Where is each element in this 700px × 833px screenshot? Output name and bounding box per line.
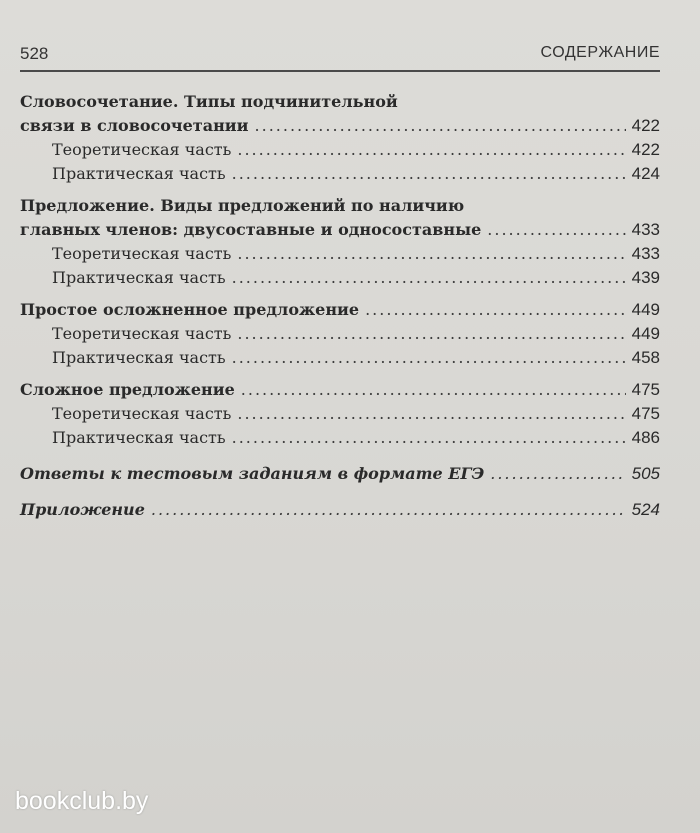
dot-leader bbox=[237, 138, 625, 162]
toc-page-number: 524 bbox=[631, 500, 660, 519]
toc-subentry[interactable] bbox=[20, 266, 660, 290]
dot-leader bbox=[151, 498, 626, 522]
dot-leader bbox=[237, 322, 625, 346]
dot-leader bbox=[241, 378, 626, 402]
running-head: СОДЕРЖАНИЕ bbox=[540, 44, 660, 61]
toc-section bbox=[20, 298, 660, 370]
dot-leader bbox=[255, 114, 626, 138]
toc-entry[interactable] bbox=[20, 114, 660, 138]
toc-subentry-title: Практическая часть bbox=[52, 348, 226, 367]
page-number: 528 bbox=[20, 44, 49, 63]
toc-section bbox=[20, 90, 660, 186]
toc-section bbox=[20, 462, 660, 486]
toc-page-number: 433 bbox=[631, 220, 660, 239]
toc-entry[interactable] bbox=[20, 378, 660, 402]
table-of-contents bbox=[20, 90, 660, 534]
toc-page-number: 505 bbox=[631, 464, 660, 483]
toc-page-number: 433 bbox=[631, 244, 660, 263]
toc-entry-title: связи в словосочетании bbox=[20, 116, 249, 135]
toc-entry[interactable] bbox=[20, 90, 660, 114]
toc-entry-title: Предложение. Виды предложений по наличию bbox=[20, 196, 465, 215]
toc-page-number: 475 bbox=[631, 404, 660, 423]
dot-leader bbox=[232, 426, 626, 450]
toc-subentry[interactable] bbox=[20, 322, 660, 346]
toc-subentry[interactable] bbox=[20, 346, 660, 370]
toc-subentry-title: Теоретическая часть bbox=[52, 140, 232, 159]
toc-subentry-title: Практическая часть bbox=[52, 164, 226, 183]
toc-page-number: 458 bbox=[631, 348, 660, 367]
toc-entry-title: Приложение bbox=[20, 500, 145, 519]
toc-entry-title: Сложное предложение bbox=[20, 380, 235, 399]
dot-leader bbox=[487, 218, 625, 242]
toc-section bbox=[20, 498, 660, 522]
toc-subentry-title: Теоретическая часть bbox=[52, 404, 232, 423]
toc-page-number: 422 bbox=[631, 116, 660, 135]
toc-entry-title: главных членов: двусоставные и односоставные bbox=[20, 220, 482, 239]
toc-section bbox=[20, 378, 660, 450]
toc-section bbox=[20, 194, 660, 290]
toc-entry-title: Ответы к тестовым заданиям в формате ЕГЭ bbox=[20, 464, 485, 483]
dot-leader bbox=[237, 402, 625, 426]
dot-leader bbox=[365, 298, 626, 322]
toc-page-number: 439 bbox=[631, 268, 660, 287]
dot-leader bbox=[232, 346, 626, 370]
toc-page-number: 449 bbox=[631, 324, 660, 343]
toc-entry[interactable] bbox=[20, 462, 660, 486]
toc-entry-title: Простое осложненное предложение bbox=[20, 300, 360, 319]
toc-subentry-title: Практическая часть bbox=[52, 428, 226, 447]
dot-leader bbox=[237, 242, 625, 266]
toc-entry-title: Словосочетание. Типы подчинительной bbox=[20, 92, 398, 111]
toc-subentry-title: Теоретическая часть bbox=[52, 244, 232, 263]
site-watermark: bookclub.by bbox=[15, 787, 149, 815]
dot-leader bbox=[232, 162, 626, 186]
toc-subentry-title: Теоретическая часть bbox=[52, 324, 232, 343]
dot-leader bbox=[232, 266, 626, 290]
toc-entry[interactable] bbox=[20, 218, 660, 242]
toc-subentry[interactable] bbox=[20, 242, 660, 266]
toc-entry[interactable] bbox=[20, 298, 660, 322]
toc-subentry-title: Практическая часть bbox=[52, 268, 226, 287]
toc-subentry[interactable] bbox=[20, 402, 660, 426]
toc-page-number: 424 bbox=[631, 164, 660, 183]
toc-page-number: 449 bbox=[631, 300, 660, 319]
toc-subentry[interactable] bbox=[20, 426, 660, 450]
toc-subentry[interactable] bbox=[20, 138, 660, 162]
toc-page-number: 475 bbox=[631, 380, 660, 399]
toc-entry[interactable] bbox=[20, 498, 660, 522]
toc-subentry[interactable] bbox=[20, 162, 660, 186]
toc-entry[interactable] bbox=[20, 194, 660, 218]
page-header bbox=[20, 40, 660, 72]
toc-page-number: 486 bbox=[631, 428, 660, 447]
toc-page-number: 422 bbox=[631, 140, 660, 159]
dot-leader bbox=[490, 462, 625, 486]
